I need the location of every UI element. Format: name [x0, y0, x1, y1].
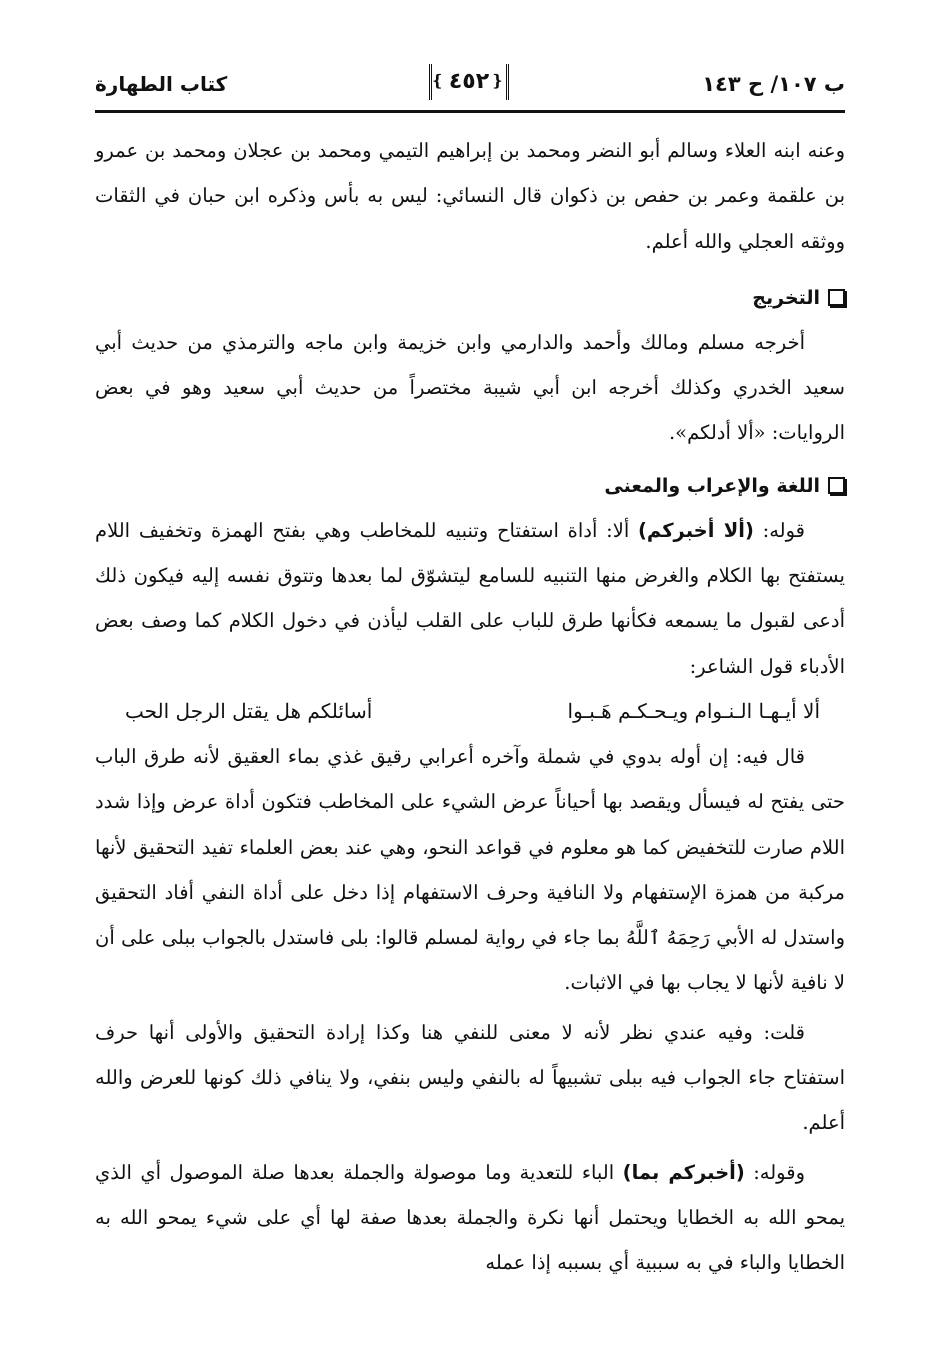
explanation-paragraph	[95, 508, 845, 689]
paragraph-lead: وقوله:	[744, 1160, 805, 1184]
checkbox-square-icon	[828, 289, 845, 306]
explanation-paragraph	[95, 1150, 845, 1286]
verse-first-hemistich: ألا أيـهـا الـنـوام ويـحـكـم هَـبـوا	[567, 698, 820, 723]
header-divider	[95, 110, 845, 113]
section-heading-takhrij	[95, 276, 845, 320]
hadith-reference: ب ١٠٧/ ح ١٤٣	[702, 72, 845, 96]
quoted-phrase: (ألا أخبركم)	[638, 518, 754, 542]
section-heading-language	[95, 464, 845, 508]
quoted-phrase: (أخبركم بما)	[622, 1160, 745, 1184]
ornament-icon: ❵	[430, 71, 444, 90]
section-title: التخريج	[752, 286, 820, 309]
book-title: كتاب الطهارة	[95, 72, 228, 96]
page-number-frame	[429, 64, 509, 100]
paragraph-text: الباء للتعدية وما موصولة والجملة بعدها صلة الموصول أي الذي يمحو الله به الخطايا ويحتمل أنها نكرة والجملة بعدها صفة لها أي على شيء يمحو الله به الخطايا والباء في به سببية أي بسببه إذا عمله	[95, 1160, 845, 1275]
page-body	[95, 128, 845, 1286]
page-header	[95, 66, 845, 106]
author-note-paragraph: قلت: وفيه عندي نظر لأنه لا معنى للنفي هنا وكذا إرادة التحقيق والأولى أنها حرف استفتاح جاء الجواب فيه ببلى تشبيهاً له بالنفي وليس بنفي، ولا ينافي ذلك كونها للعرض والله أعلم.	[95, 1020, 845, 1135]
verse-second-hemistich: أسائلكم هل يقتل الرجل الحب	[125, 698, 373, 723]
poetry-verse	[95, 689, 845, 734]
takhrij-paragraph: أخرجه مسلم ومالك وأحمد والدارمي وابن خزيمة وابن ماجه والترمذي من حديث أبي سعيد الخدري وكذلك أخرجه ابن أبي شيبة مختصراً من حديث أبي سعيد وهو في بعض الروايات: «ألا أدلكم».	[95, 330, 845, 445]
narrator-paragraph: وعنه ابنه العلاء وسالم أبو النضر ومحمد بن إبراهيم التيمي ومحمد بن عجلان ومحمد بن عمرو بن علقمة وعمر بن حفص بن ذكوان قال النسائي: ليس به بأس وذكره ابن حبان في الثقات ووثقه العجلي والله أعلم.	[95, 139, 845, 253]
page-number: ٤٥٢	[448, 69, 490, 94]
paragraph-text: ألا: أداة استفتاح وتنبيه للمخاطب وهي بفتح الهمزة وتخفيف اللام يستفتح بها الكلام والغرض منها التنبيه للسامع ليتشوّق لما بعدها وتتوق نفسه إليه فيكون ذلك أدعى لقبول ما يسمعه فكأنها طرق للباب على القلب ليأذن في دخول الكلام كما وصف بعض الأدباء قول الشاعر:	[95, 518, 845, 678]
section-title: اللغة والإعراب والمعنى	[604, 474, 820, 497]
paragraph-lead: قوله:	[753, 518, 806, 542]
ornament-icon: ❴	[490, 71, 504, 90]
commentary-paragraph: قال فيه: إن أوله بدوي في شملة وآخره أعرابي رقيق غذي بماء العقيق لأنه طرق الباب حتى يفتح له فيسأل ويقصد بها أحياناً عرض الشيء على المخاطب فتكون أداة عرض وإذا شدد اللام صارت للتخفيض كما هو معلوم في قواعد النحو، وهي عند بعض العلماء تفيد التحقيق لأنها مركبة من همزة الإستفهام ولا النافية وحرف الاستفهام إذا دخل على أداة النفي أفاد التحقيق واستدل له الأبي رَحِمَهُ ٱللَّهُ بما جاء في رواية لمسلم قالوا: بلى فاستدل بالجواب ببلى على أن لا نافية لأنها لا يجاب بها في الاثبات.	[95, 744, 845, 995]
checkbox-square-icon	[828, 477, 845, 494]
